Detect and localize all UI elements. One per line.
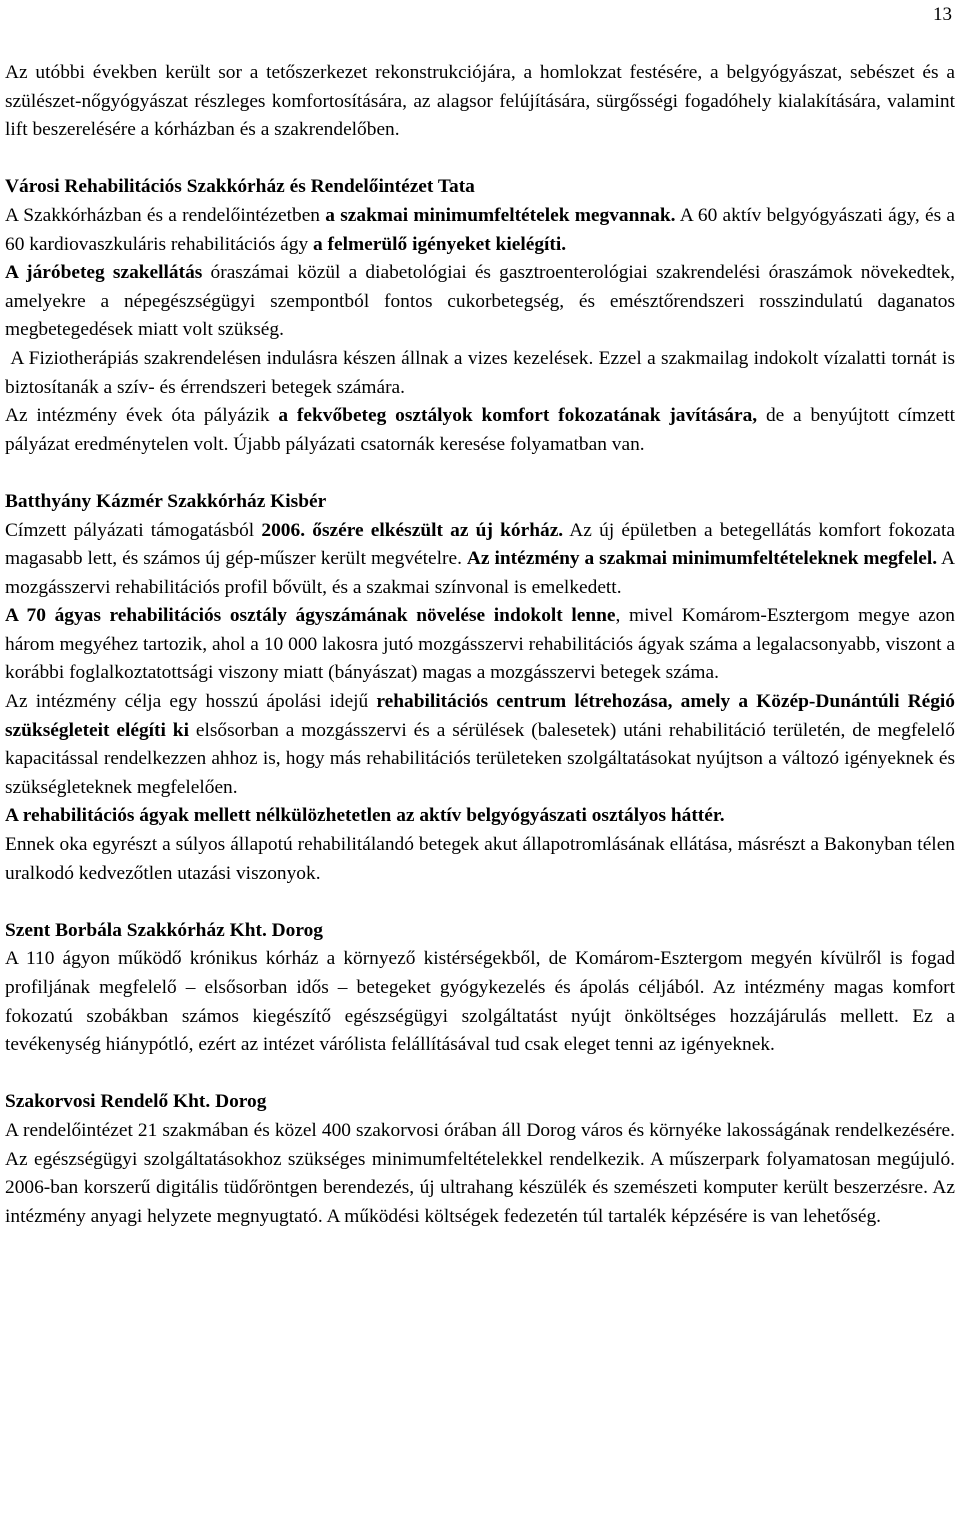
bold-run: A járóbeteg szakellátás	[5, 262, 203, 284]
kisber-paragraph-5: Ennek oka egyrészt a súlyos állapotú rehabilitálandó betegek akut állapotromlásának ellátása, másrészt a Bakonyban télen uralkodó kedvezőtlen utazási viszonyok.	[5, 834, 955, 884]
bold-run: a felmerülő igényeket kielégíti.	[313, 233, 567, 255]
text-run: de a benyújtott címzett pályázat eredménytelen volt. Újabb pályázati csatornák keresése folyamatban van.	[5, 405, 955, 455]
section-kisber	[5, 488, 955, 888]
page-number: 13	[933, 4, 952, 25]
bold-run: A 70 ágyas rehabilitációs osztály ágyszámának növelése indokolt lenne	[5, 605, 616, 627]
section-heading-dorog-korhaz: Szent Borbála Szakkórház Kht. Dorog	[5, 919, 323, 941]
text-run: , mivel Komárom-Esztergom megye azon három megyéhez tartozik, ahol a 10 000 lakosra jutó mozgásszervi rehabilitációs ágyak száma a legalacsonyabb, viszont a korábbi foglalkoztatottsági viszony miatt (bányászat) magas a mozgásszervi betegek száma.	[5, 605, 955, 684]
tata-paragraph-2	[5, 259, 955, 345]
dorog-korhaz-paragraph-1: A 110 ágyon működő krónikus kórház a környező kistérségekből, de Komárom-Esztergom megyén kívülről is fogad profiljának megfelelő – elsősorban idős – betegeket gyógykezelés és ápolás céljából. Az intézmény magas komfort fokozatú szobákban számos kiegészítő egészségügyi szolgáltatást nyújt önköltséges hozzájárulás mellett. Ez a tevékenység hiánypótló, ezért az intézet várólista felállításával tud csak eleget tenni az igényeknek.	[5, 948, 955, 1056]
text-run: óraszámai közül a diabetológiai és gasztroenterológiai szakrendelési óraszámok növekedtek, amelyekre a népegészségügyi szempontból fontos cukorbetegség, és emésztőrendszeri rosszindulatú daganatos megbetegedések miatt volt szükség.	[5, 262, 956, 341]
section-gap	[5, 145, 955, 174]
kisber-paragraph-4	[5, 802, 955, 831]
text-run: Az intézmény évek óta pályázik	[5, 405, 279, 427]
section-gap	[5, 1060, 955, 1089]
bold-run: a szakmai minimumfeltételek megvannak.	[325, 204, 676, 226]
tata-paragraph-1	[5, 202, 955, 259]
kisber-paragraph-3	[5, 688, 955, 802]
dorog-rendelo-paragraph-1: A rendelőintézet 21 szakmában és közel 400 szakorvosi órában áll Dorog város és környéke lakosságának rendelkezésére. Az egészségügyi szolgáltatásokhoz szükséges minimumfeltételekkel rendelkezik. A műszerpark folyamatosan megújuló. 2006-ban korszerű digitális tüdőröntgen berendezés, új ultrahang készülék és szemészeti komputer került beszerzésre. Az intézmény anyagi helyzete megnyugtató. A működési költségek fedezetén túl tartalék képzésére is van lehetőség.	[5, 1119, 955, 1227]
text-run: Címzett pályázati támogatásból	[5, 519, 262, 541]
text-run: A 60 aktív belgyógyászati ágy, és a 60 kardiovaszkuláris rehabilitációs ágy	[5, 204, 956, 255]
section-dorog-rendelo	[5, 1088, 955, 1231]
text-run: elsősorban a mozgásszervi és a sérülések (balesetek) utáni rehabilitáció területén, de megfelelő kapacitással rendelkezzen ahhoz is, hogy más rehabilitációs területeken szolgáltatásokat nyújtson a változó igényeknek és szükségleteknek megfelelően.	[5, 719, 955, 798]
kisber-paragraph-1	[5, 517, 955, 603]
bold-run: Az intézmény a szakmai minimumfeltételeknek megfelel.	[466, 548, 938, 570]
text-run: Az új épületben a betegellátás komfort fokozata magasabb lett, és számos új gép-műszer került megvételre.	[5, 519, 955, 570]
bold-run: rehabilitációs centrum létrehozása, amely a Közép-Dunántúli Régió szükségleteit elégíti ki	[5, 691, 955, 741]
section-tata	[5, 173, 960, 459]
text-run: A mozgásszervi rehabilitációs profil bővült, és a szakmai színvonal is emelkedett.	[5, 548, 955, 598]
kisber-paragraph-2	[5, 602, 955, 688]
section-heading-kisber: Batthyány Kázmér Szakkórház Kisbér	[5, 490, 327, 512]
section-gap	[5, 888, 955, 917]
bold-run: a fekvőbeteg osztályok komfort fokozatának javítására,	[278, 405, 758, 427]
intro-paragraph: Az utóbbi években került sor a tetőszerkezet rekonstrukciójára, a homlokzat festésére, a belgyógyászat, sebészet és a szülészet-nőgyógyászat részleges komfortosítására, az alagsor felújítására, sürgősségi fogadóhely kialakítására, valamint lift beszerelésére a kórházban és a szakrendelőben.	[5, 62, 955, 141]
section-gap	[5, 459, 955, 488]
section-heading-tata: Városi Rehabilitációs Szakkórház és Rendelőintézet Tata	[5, 176, 475, 198]
section-dorog-korhaz	[5, 917, 955, 1060]
tata-paragraph-4	[5, 402, 955, 459]
bold-run: 2006. őszére elkészült az új kórház.	[261, 519, 564, 541]
text-run: Az intézmény célja egy hosszú ápolási idejű	[5, 691, 377, 713]
document-body	[5, 59, 960, 1231]
section-heading-dorog-rendelo: Szakorvosi Rendelő Kht. Dorog	[5, 1091, 267, 1113]
bold-run: A rehabilitációs ágyak mellett nélkülözhetetlen az aktív belgyógyászati osztályos háttér.	[5, 805, 725, 827]
text-run: A Szakkórházban és a rendelőintézetben	[5, 204, 326, 226]
tata-paragraph-3: A Fiziotherápiás szakrendelésen indulásra készen állnak a vizes kezelések. Ezzel a szakmailag indokolt vízalatti tornát is biztosítanák a szív- és érrendszeri betegek számára.	[5, 347, 960, 398]
